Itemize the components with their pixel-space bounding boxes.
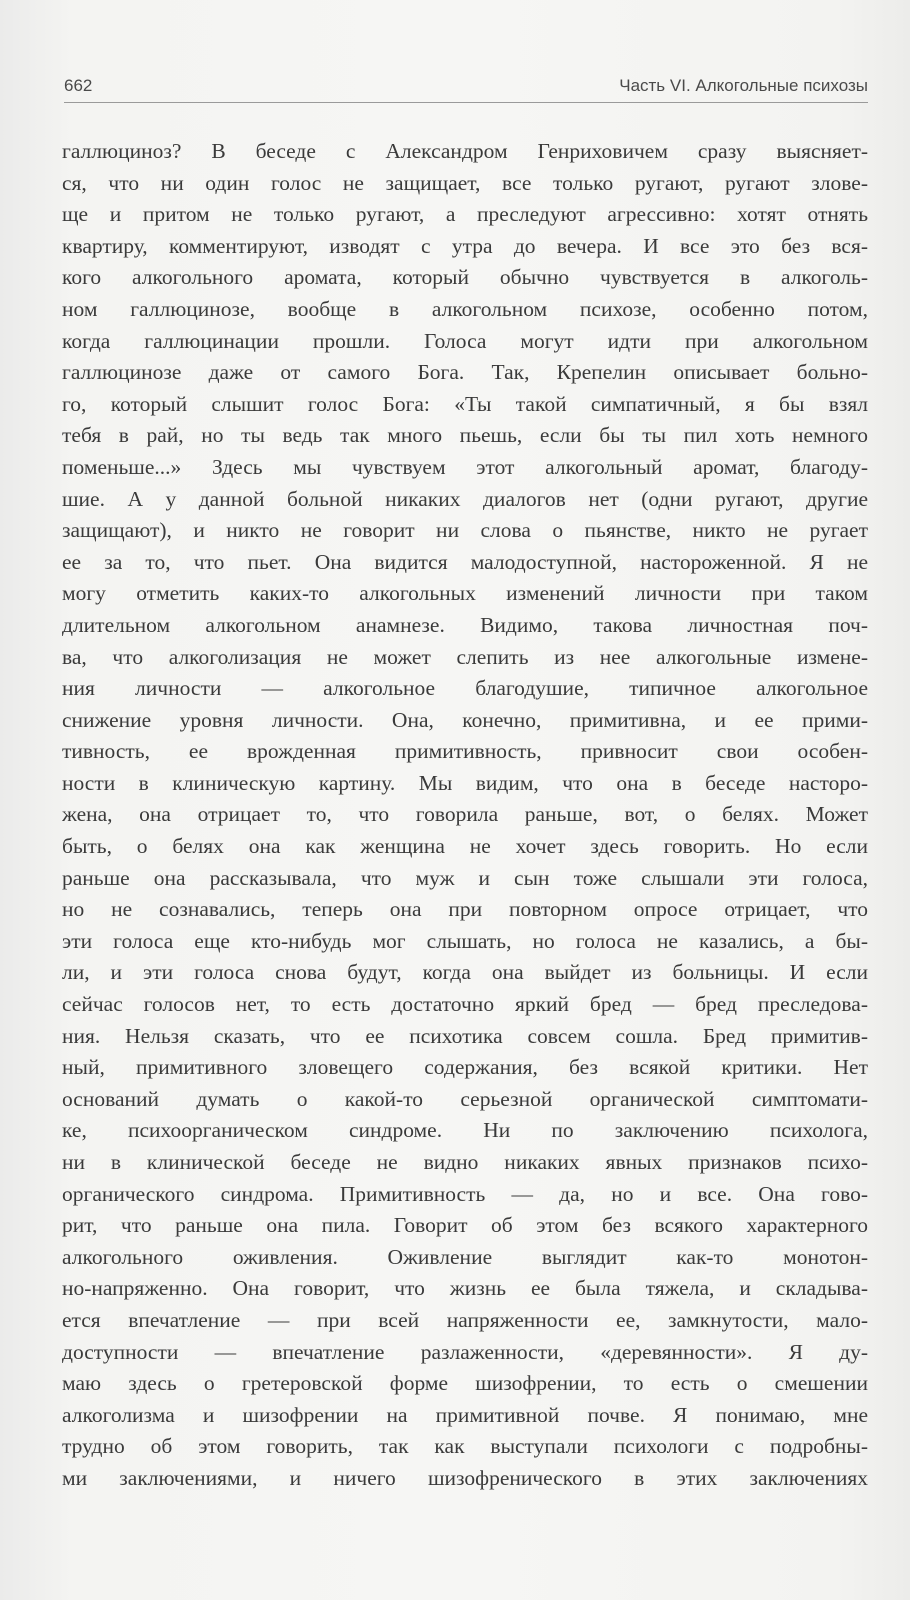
text-line: раньше она рассказывала, что муж и сын тоже слышали эти голоса,	[62, 865, 868, 890]
text-line: кого алкогольного аромата, который обычно чувствуется в алкоголь-	[62, 265, 868, 290]
text-line: алкогольного оживления. Оживление выглядит как-то монотон-	[62, 1244, 868, 1269]
text-line: жена, она отрицает то, что говорила раньше, вот, о белях. Может	[62, 802, 868, 827]
text-line: алкоголизма и шизофрении на примитивной почве. Я понимаю, мне	[62, 1402, 868, 1427]
text-line: ния личности — алкогольное благодушие, типичное алкогольное	[62, 676, 868, 701]
text-line: го, который слышит голос Бога: «Ты такой симпатичный, я бы взял	[62, 391, 868, 416]
text-line: но-напряженно. Она говорит, что жизнь ее была тяжела, и складыва-	[62, 1276, 868, 1301]
text-line: ется впечатление — при всей напряженности ее, замкнутости, мало-	[62, 1307, 868, 1332]
text-line: снижение уровня личности. Она, конечно, примитивна, и ее прими-	[62, 707, 868, 732]
text-line: ми заключениями, и ничего шизофренического в этих заключениях	[62, 1465, 868, 1490]
text-line: трудно об этом говорить, так как выступали психологи с подробны-	[62, 1434, 868, 1459]
page-number: 662	[64, 76, 93, 95]
text-line: тебя в рай, но ты ведь так много пьешь, если бы ты пил хоть немного	[62, 423, 868, 448]
text-line: когда галлюцинации прошли. Голоса могут идти при алкогольном	[62, 328, 868, 353]
text-line: ном галлюцинозе, вообще в алкогольном психозе, особенно потом,	[62, 296, 868, 321]
text-line: ще и притом не только ругают, а преследуют агрессивно: хотят отнять	[62, 202, 868, 227]
text-line: ке, психоорганическом синдроме. Ни по заключению психолога,	[62, 1118, 868, 1143]
text-line: поменьше...» Здесь мы чувствуем этот алкогольный аромат, благоду-	[62, 454, 868, 479]
text-line: рит, что раньше она пила. Говорит об этом без всякого характерного	[62, 1213, 868, 1238]
text-line: быть, о белях она как женщина не хочет здесь говорить. Но если	[62, 834, 868, 859]
text-line: сейчас голосов нет, то есть достаточно яркий бред — бред преследова-	[62, 992, 868, 1017]
text-line: ный, примитивного зловещего содержания, без всякой критики. Нет	[62, 1055, 868, 1080]
text-line: защищают), и никто не говорит ни слова о пьянстве, никто не ругает	[62, 518, 868, 543]
text-line: галлюцинозе даже от самого Бога. Так, Крепелин описывает больно-	[62, 360, 868, 385]
page-header	[64, 76, 868, 102]
text-line: ва, что алкоголизация не может слепить из нее алкогольные измене-	[62, 644, 868, 669]
text-line: могу отметить каких-то алкогольных изменений личности при таком	[62, 581, 868, 606]
text-line: но не сознавались, теперь она при повторном опросе отрицает, что	[62, 897, 868, 922]
text-line: квартиру, комментируют, изводят с утра до вечера. И все это без вся-	[62, 233, 868, 258]
header-divider	[64, 102, 868, 103]
text-line: ни в клинической беседе не видно никаких явных признаков психо-	[62, 1150, 868, 1174]
text-line: ее за то, что пьет. Она видится малодоступной, настороженной. Я не	[62, 549, 868, 574]
text-line: тивность, ее врожденная примитивность, привносит свои особен-	[62, 739, 868, 764]
text-line: доступности — впечатление разлаженности, «деревянности». Я ду-	[62, 1339, 868, 1364]
text-line: ности в клиническую картину. Мы видим, что она в беседе насторо-	[62, 770, 868, 795]
text-line: ли, и эти голоса снова будут, когда она выйдет из больницы. И если	[62, 960, 868, 985]
text-line: эти голоса еще кто-нибудь мог слышать, но голоса не казались, а бы-	[62, 928, 868, 953]
body-text	[62, 136, 868, 1495]
text-line: ся, что ни один голос не защищает, все только ругают, ругают злове-	[62, 170, 868, 195]
text-line: маю здесь о гретеровской форме шизофрении, то есть о смешении	[62, 1371, 868, 1396]
text-line: органического синдрома. Примитивность — да, но и все. Она гово-	[62, 1181, 868, 1206]
text-line: шие. А у данной больной никаких диалогов нет (одни ругают, другие	[62, 486, 868, 511]
text-line: длительном алкогольном анамнезе. Видимо, такова личностная поч-	[62, 612, 868, 637]
text-line: галлюциноз? В беседе с Александром Генриховичем сразу выясняет-	[62, 139, 868, 163]
text-line: ния. Нельзя сказать, что ее психотика совсем сошла. Бред примитив-	[62, 1023, 868, 1048]
text-line: оснований думать о какой-то серьезной органической симптомати-	[62, 1086, 868, 1111]
running-title: Часть VI. Алкогольные психозы	[619, 76, 868, 95]
